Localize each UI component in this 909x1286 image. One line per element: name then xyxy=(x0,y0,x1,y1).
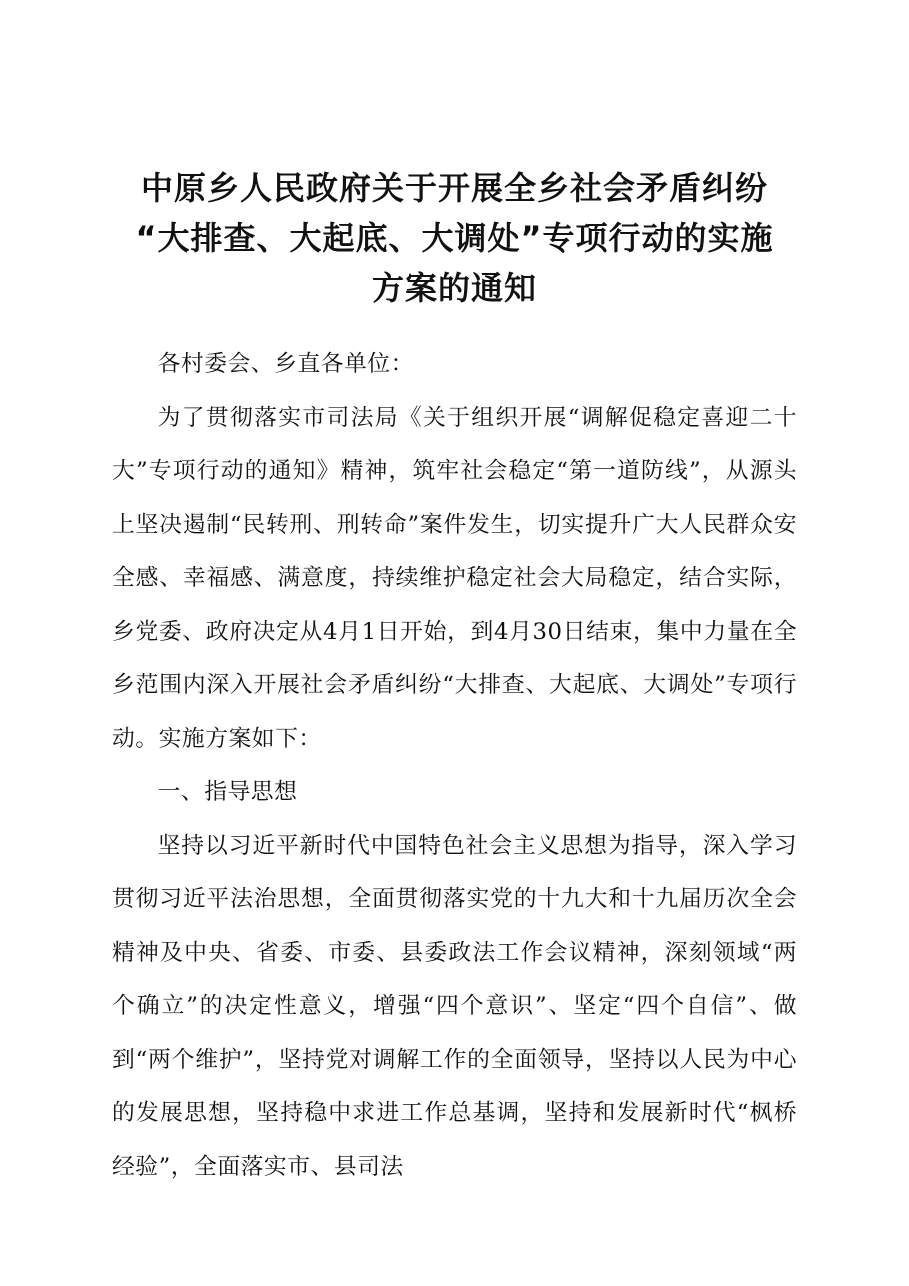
intro-paragraph: 为了贯彻落实市司法局《关于组织开展“调解促稳定喜迎二十大”专项行动的通知》精神，筑牢社会稳定“第一道防线”，从源头上坚决遏制“民转刑、刑转命”案件发生，切实提升广大人民群众安全感、幸福感、满意度，持续维护稳定社会大局稳定，结合实际，乡党委、政府决定从4月1日开始，到4月30日结束，集中力量在全乡范围内深入开展社会矛盾纠纷“大排查、大起底、大调处”专项行动。实施方案如下： xyxy=(112,404,797,752)
title-line-2: “大排查、大起底、大调处”专项行动的实施 xyxy=(135,219,774,257)
title-line-1: 中原乡人民政府关于开展全乡社会矛盾纠纷 xyxy=(140,169,768,207)
salutation: 各村委会、乡直各单位： xyxy=(157,351,414,377)
document-body xyxy=(112,338,797,1194)
guiding-ideology-paragraph: 坚持以习近平新时代中国特色社会主义思想为指导，深入学习贯彻习近平法治思想，全面贯彻落实党的十九大和十九届历次全会精神及中央、省委、市委、县委政法工作会议精神，深刻领域“两个确立”的决定性意义，增强“四个意识”、坚定“四个自信”、做到“两个维护”，坚持党对调解工作的全面领导，坚持以人民为中心的发展思想，坚持稳中求进工作总基调，坚持和发展新时代“枫桥经验”，全面落实市、县司法 xyxy=(112,832,797,1180)
title-line-3: 方案的通知 xyxy=(371,269,537,307)
section-heading-guiding-ideology: 一、指导思想 xyxy=(157,779,298,805)
document-title xyxy=(112,163,797,313)
